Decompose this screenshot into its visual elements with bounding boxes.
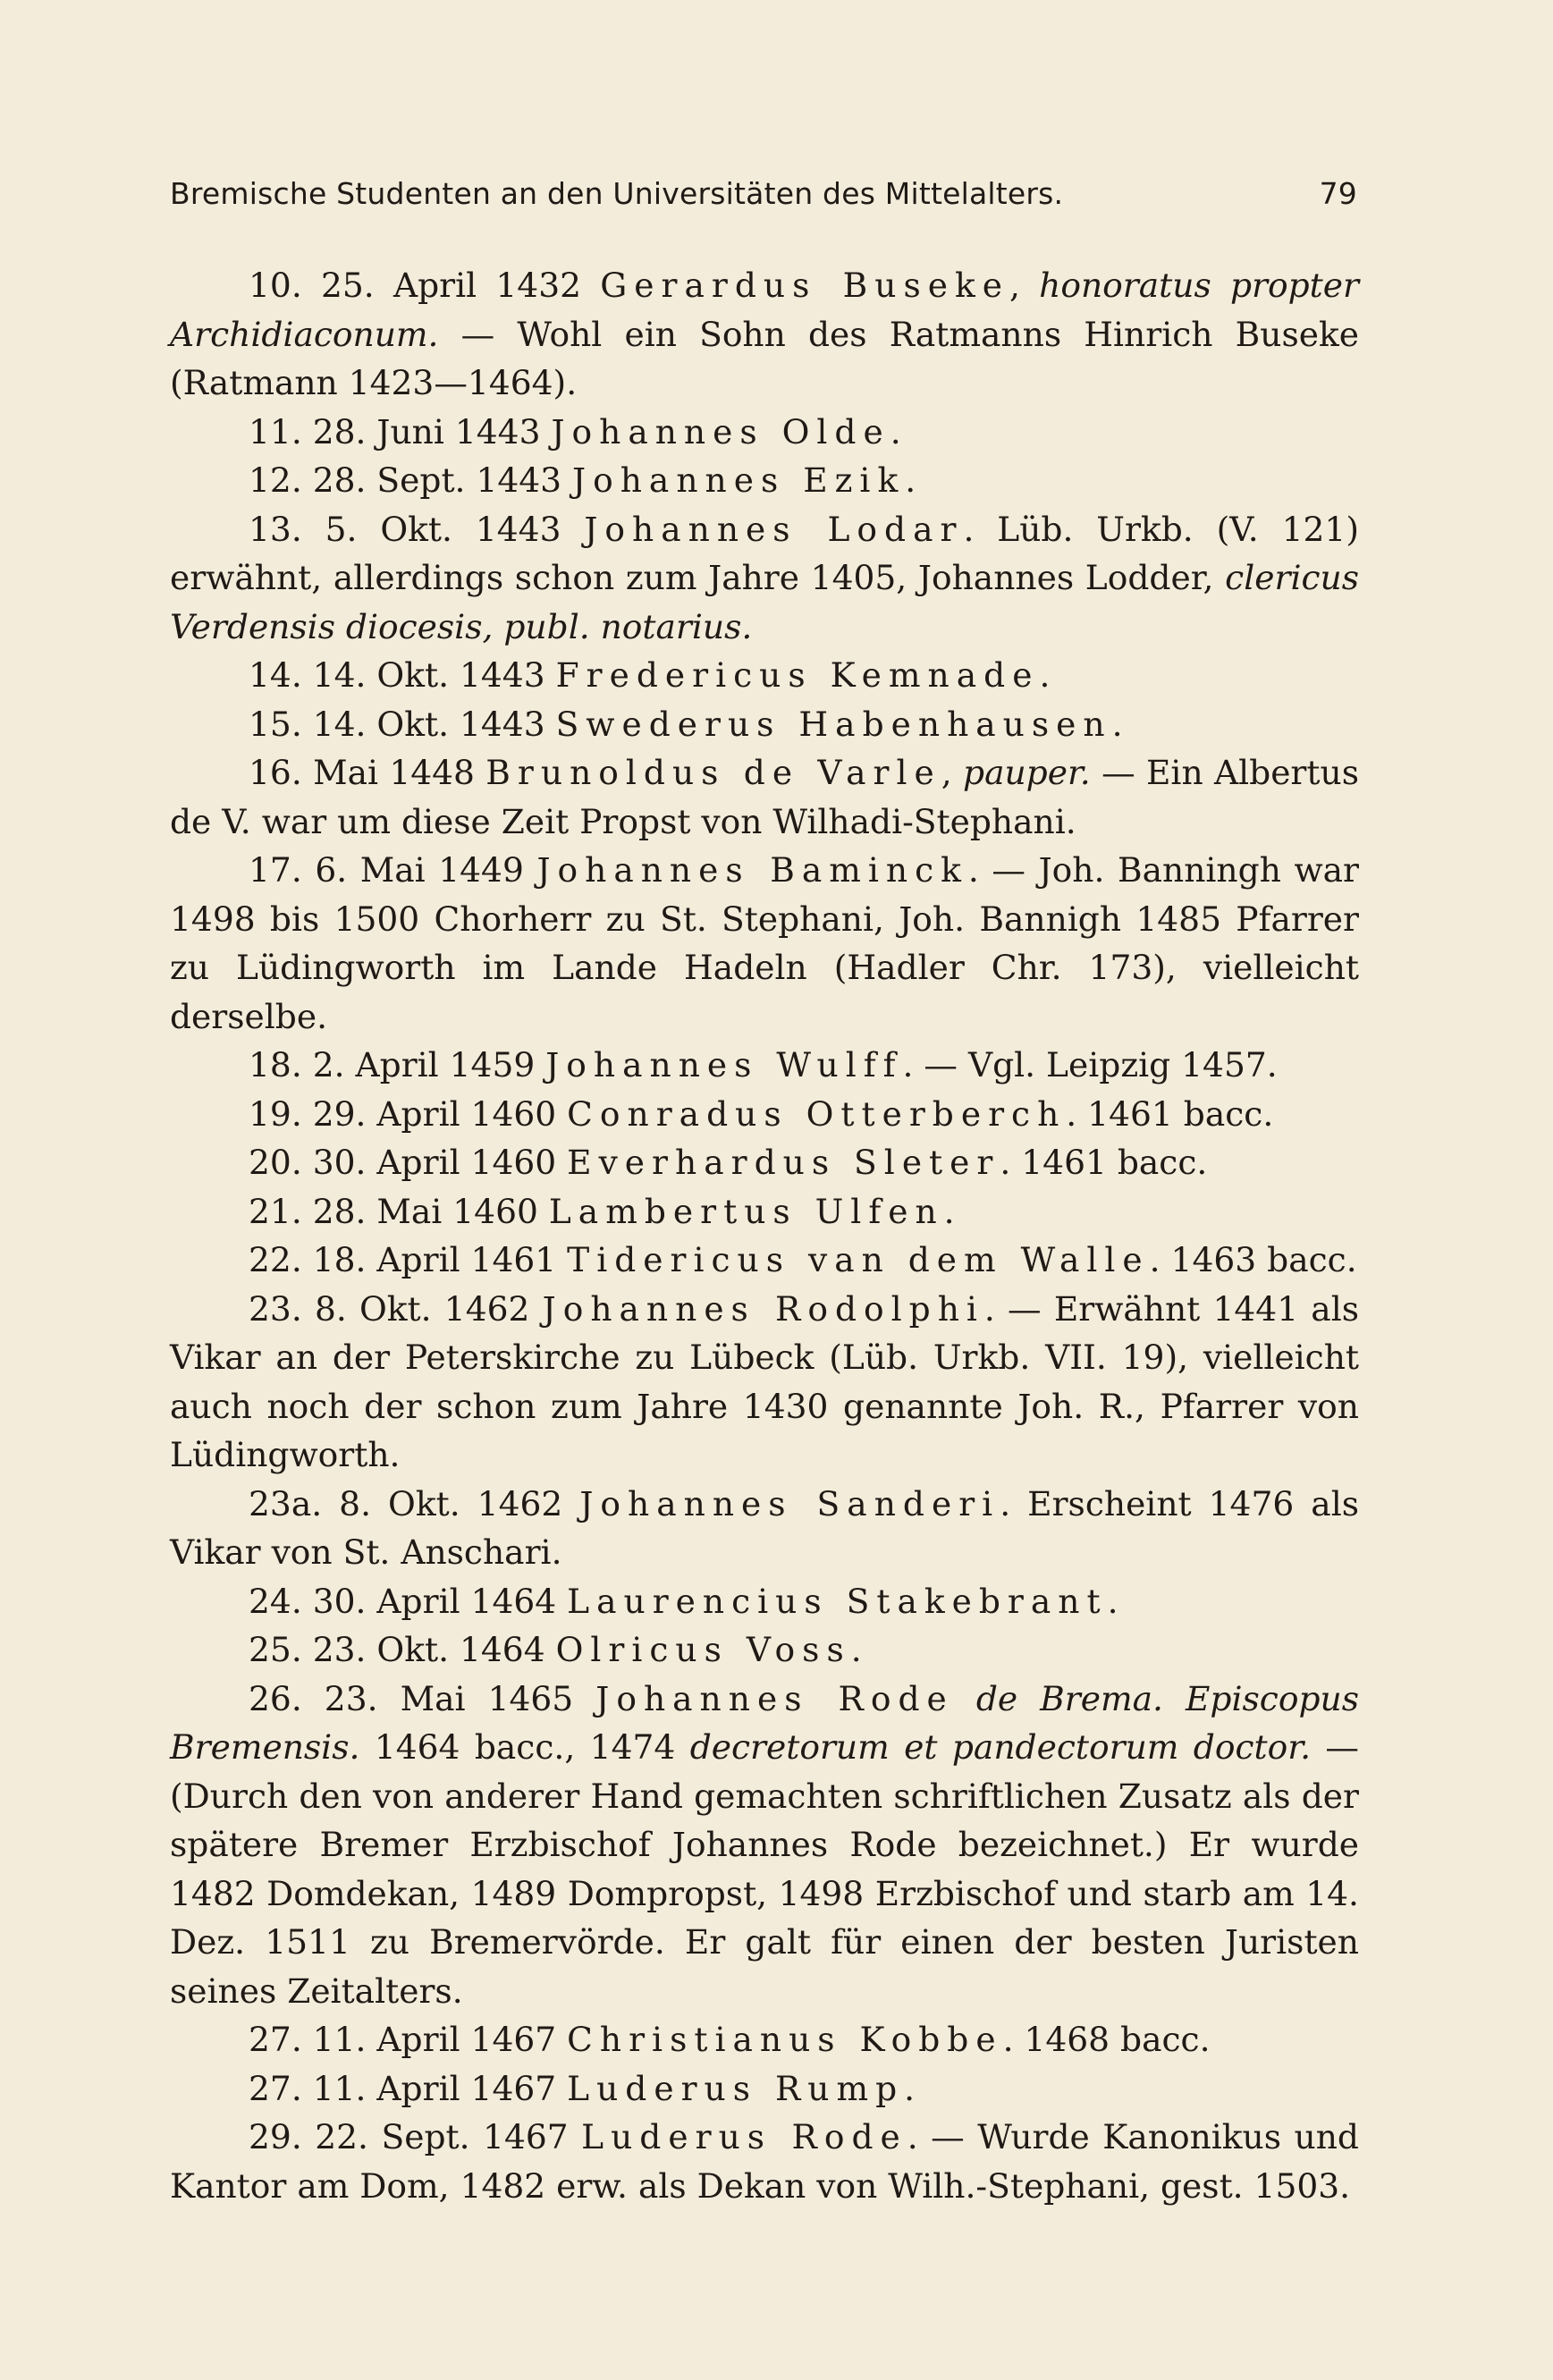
student-name: Conradus Otterberch <box>567 1093 1067 1134</box>
student-name: Brunoldus de Varle <box>485 753 941 792</box>
entry-text: . <box>850 1630 862 1669</box>
student-name: Everhardus Sleter <box>567 1143 1000 1182</box>
entry-19 <box>170 1090 1359 1139</box>
entry-25 <box>170 1625 1359 1675</box>
entry-text: . — Erwähnt 1441 als Vikar an der Peterskirche zu Lübeck (Lüb. Urkb. VII. 19), vielleicht auch noch der schon zum Jahre 1430 genannte Joh. R., Pfarrer von Lüdingworth. <box>170 1288 1359 1474</box>
entry-26 <box>170 1675 1359 2016</box>
entry-16 <box>170 748 1359 846</box>
entry-text: . 1461 bacc. <box>1066 1093 1274 1134</box>
student-name: Laurencius Stakebrant <box>567 1581 1108 1621</box>
entry-18 <box>170 1041 1359 1090</box>
student-name: Luderus Rode <box>581 2117 907 2156</box>
entry-text: . <box>905 460 916 500</box>
entry-27 <box>170 2015 1359 2064</box>
entry-text: . — Joh. Banningh war 1498 bis 1500 Chorherr zu St. Stephani, Joh. Bannigh 1485 Pfarrer zu Lüdingworth im Lande Hadeln (Hadler Chr. 173), vielleicht derselbe. <box>170 850 1359 1036</box>
entry-11 <box>170 408 1359 457</box>
entry-12 <box>170 456 1359 505</box>
entry-14 <box>170 651 1359 700</box>
page-header <box>170 176 1357 224</box>
latin-remark: honoratus propter Archidiaconum. <box>170 266 1359 354</box>
entry-text: . 1468 bacc. <box>1002 2020 1211 2059</box>
entry-20 <box>170 1138 1359 1187</box>
entry-date: 23a. 8. Okt. 1462 <box>249 1483 580 1523</box>
latin-degree: decretorum et pandectorum doctor. <box>689 1727 1312 1767</box>
entry-13 <box>170 505 1359 652</box>
entry-date: 26. 23. Mai 1465 <box>249 1678 596 1718</box>
entry-29 <box>170 2113 1359 2210</box>
student-name: Johannes Baminck <box>536 850 968 890</box>
running-title: Bremische Studenten an den Universitäten des Mittelalters. <box>170 176 1064 211</box>
entry-date: 18. 2. April 1459 <box>249 1045 546 1085</box>
entry-text: . 1463 bacc. <box>1149 1240 1357 1279</box>
entry-date: 17. 6. Mai 1449 <box>249 850 537 890</box>
entry-note: — Wohl ein Sohn des Ratmanns Hinrich Buseke (Ratmann 1423—1464). <box>170 314 1359 402</box>
entry-date: 11. 28. Juni 1443 <box>249 411 552 452</box>
student-name: Johannes Ezik <box>572 460 906 500</box>
entry-text: . 1461 bacc. <box>1000 1143 1208 1182</box>
entry-text: . <box>904 2068 916 2108</box>
student-name: Johannes Wulff <box>545 1045 903 1085</box>
page-number: 79 <box>1319 176 1357 211</box>
student-name: Johannes Rodolphi <box>542 1288 984 1329</box>
entry-23 <box>170 1285 1359 1480</box>
latin-remark: clericus Verdensis diocesis, publ. notarius. <box>170 558 1359 646</box>
entry-date: 22. 18. April 1461 <box>249 1240 568 1279</box>
entry-date: 29. 22. Sept. 1467 <box>249 2117 582 2156</box>
student-name: Johannes Sanderi <box>579 1483 1000 1523</box>
entry-text: . — Wurde Kanonikus und Kantor am Dom, 1482 erw. als Dekan von Wilh.-Stephani, gest. 1503. <box>170 2117 1359 2206</box>
student-name: Johannes Rode <box>595 1678 954 1718</box>
latin-remark: pauper. <box>963 753 1091 792</box>
entry-date: 10. 25. April 1432 <box>249 266 601 305</box>
student-name: Johannes Olde <box>551 411 890 452</box>
entry-text <box>954 1679 976 1718</box>
entry-24 <box>170 1577 1359 1626</box>
entry-text: , <box>1009 266 1040 305</box>
entry-10 <box>170 261 1359 408</box>
student-name: Christianus Kobbe <box>567 2020 1003 2059</box>
entry-date: 13. 5. Okt. 1443 <box>249 509 585 549</box>
entry-text: . Erscheint 1476 als Vikar von St. Anschari. <box>170 1483 1359 1572</box>
entry-date: 19. 29. April 1460 <box>249 1093 568 1134</box>
entry-date: 15. 14. Okt. 1443 <box>249 704 556 744</box>
student-name: Johannes Lodar <box>584 509 964 549</box>
entry-date: 12. 28. Sept. 1443 <box>249 460 573 500</box>
entry-date: 23. 8. Okt. 1462 <box>249 1288 543 1329</box>
entry-date: 25. 23. Okt. 1464 <box>249 1630 556 1669</box>
entry-text: . <box>1107 1581 1118 1621</box>
entry-date: 20. 30. April 1460 <box>249 1143 568 1182</box>
entry-commentary: — (Durch den von anderer Hand gemachten schriftlichen Zusatz als der spätere Bremer Erzbischof Johannes Rode bezeichnet.) Er wurde 1482 Domdekan, 1489 Dompropst, 1498 Erzbischof und starb am 14. Dez. 1511 zu Bremervörde. Er galt für einen der besten Juristen seines Zeitalters. <box>170 1727 1359 2011</box>
entry-text: , <box>941 753 964 792</box>
student-name: Lambertus Ulfen <box>548 1191 944 1231</box>
entry-note: 1464 bacc., 1474 <box>359 1727 690 1767</box>
entry-date: 27. 11. April 1467 <box>249 2020 568 2059</box>
student-name: Fredericus Kemnade <box>555 655 1040 695</box>
entry-date: 27. 11. April 1467 <box>249 2068 568 2108</box>
entry-date: 21. 28. Mai 1460 <box>249 1191 549 1231</box>
student-name: Olricus Voss <box>555 1630 851 1669</box>
entry-date: 16. Mai 1448 <box>249 753 486 792</box>
entry-27-second <box>170 2064 1359 2114</box>
entry-text: . — Vgl. Leipzig 1457. <box>902 1045 1278 1085</box>
student-name: Gerardus Buseke <box>600 266 1009 305</box>
register-entries <box>170 261 1359 2210</box>
student-name: Luderus Rump <box>567 2068 905 2108</box>
entry-15 <box>170 700 1359 749</box>
entry-23a <box>170 1480 1359 1577</box>
entry-date: 14. 14. Okt. 1443 <box>249 655 556 695</box>
latin-remark: de Brema. Episcopus Bremensis. <box>170 1678 1360 1767</box>
entry-21 <box>170 1187 1359 1236</box>
entry-text: . Lüb. Urkb. (V. 121) erwähnt, allerdings schon zum Jahre 1405, Johannes Lodder, <box>170 509 1359 597</box>
entry-text: . <box>890 411 901 452</box>
entry-text: . <box>1039 655 1051 695</box>
entry-text: . <box>1111 704 1123 744</box>
entry-text: . <box>943 1191 955 1231</box>
student-name: Tidericus van dem Walle <box>567 1240 1150 1279</box>
student-name: Swederus Habenhausen <box>555 704 1112 744</box>
entry-note: — Ein Albertus de V. war um diese Zeit Propst von Wilhadi-Stephani. <box>170 753 1359 841</box>
entry-22 <box>170 1236 1359 1285</box>
entry-date: 24. 30. April 1464 <box>249 1581 568 1621</box>
entry-17 <box>170 846 1359 1041</box>
